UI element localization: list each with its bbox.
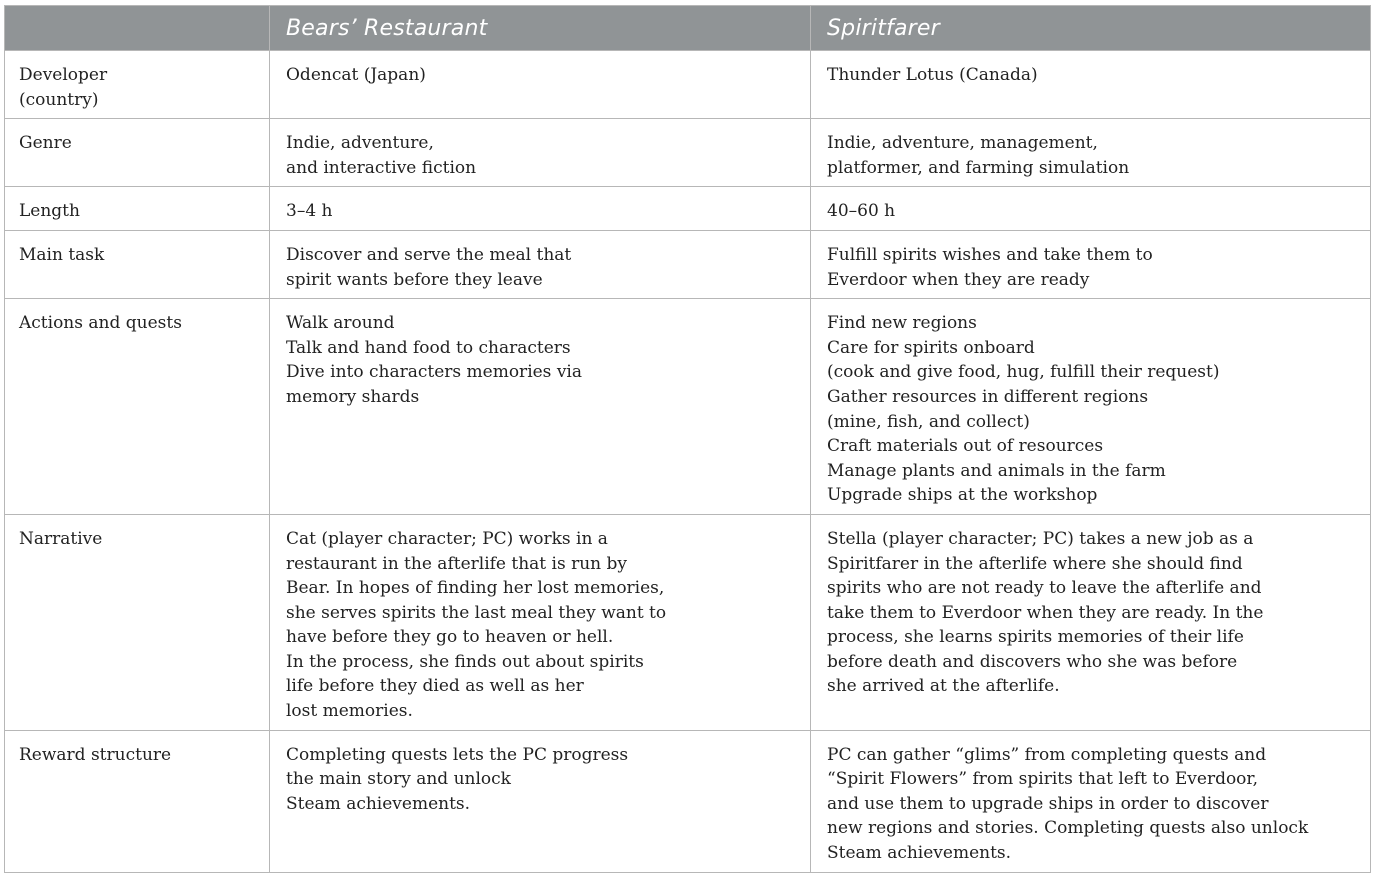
cell-text-line: PC can gather “glims” from completing quests and: [827, 744, 1267, 765]
bears-restaurant-cell: [270, 230, 811, 298]
cell-text-line: Manage plants and animals in the farm: [827, 460, 1166, 481]
cell-text-line: (country): [19, 89, 99, 110]
bears-restaurant-cell: [270, 514, 811, 730]
cell-text-line: Steam achievements.: [827, 843, 1012, 864]
bears-restaurant-cell: [270, 51, 811, 119]
table-body: [5, 51, 1371, 873]
row-label-cell: [5, 299, 270, 515]
cell-text-line: Indie, adventure,: [286, 133, 434, 154]
row-label-cell: [5, 119, 270, 187]
table-row: [5, 119, 1371, 187]
spiritfarer-cell: [811, 119, 1371, 187]
table-row: [5, 51, 1371, 119]
cell-text-line: Indie, adventure, management,: [827, 133, 1098, 154]
spiritfarer-cell: [811, 230, 1371, 298]
cell-text-line: Narrative: [19, 528, 103, 549]
row-label-cell: [5, 187, 270, 231]
cell-text-line: memory shards: [286, 386, 420, 407]
cell-text-line: Talk and hand food to characters: [286, 337, 571, 358]
cell-text-line: Thunder Lotus (Canada): [827, 65, 1038, 85]
cell-text-line: restaurant in the afterlife that is run by: [286, 553, 628, 574]
row-label-cell: [5, 230, 270, 298]
table-row: [5, 187, 1371, 231]
spiritfarer-cell: [811, 514, 1371, 730]
cell-text-line: process, she learns spirits memories of their life: [827, 627, 1244, 648]
cell-text-line: “Spirit Flowers” from spirits that left to Everdoor,: [827, 769, 1259, 790]
cell-text-line: Bear. In hopes of finding her lost memories,: [286, 578, 665, 599]
cell-text-line: Completing quests lets the PC progress: [286, 744, 629, 765]
cell-text-line: Steam achievements.: [286, 793, 471, 814]
cell-text-line: 3–4 h: [286, 201, 333, 222]
bears-restaurant-cell: [270, 187, 811, 231]
cell-text-line: she serves spirits the last meal they want to: [286, 602, 667, 623]
cell-text-line: Find new regions: [827, 313, 977, 334]
cell-text-line: spirits who are not ready to leave the afterlife and: [827, 578, 1262, 599]
comparison-table: [4, 5, 1371, 873]
bears-restaurant-cell: [270, 730, 811, 872]
table-header: [5, 6, 1371, 51]
cell-text-line: Main task: [19, 244, 105, 265]
cell-text-line: In the process, she finds out about spirits: [286, 651, 644, 672]
cell-text-line: Upgrade ships at the workshop: [827, 485, 1098, 506]
cell-text-line: and use them to upgrade ships in order to discover: [827, 793, 1269, 814]
row-label-cell: [5, 730, 270, 872]
cell-text-line: Walk around: [286, 313, 395, 334]
table-row: [5, 730, 1371, 872]
spiritfarer-cell: [811, 187, 1371, 231]
cell-text-line: Developer: [19, 65, 108, 85]
cell-text-line: Genre: [19, 133, 72, 154]
header-bears-restaurant: Bears’ Restaurant: [270, 6, 811, 51]
cell-text-line: Fulfill spirits wishes and take them to: [827, 244, 1153, 265]
bears-restaurant-cell: [270, 299, 811, 515]
cell-text-line: she arrived at the afterlife.: [827, 676, 1060, 697]
cell-text-line: and interactive fiction: [286, 157, 477, 178]
row-label-cell: [5, 51, 270, 119]
spiritfarer-cell: [811, 730, 1371, 872]
cell-text-line: (mine, fish, and collect): [827, 411, 1030, 432]
cell-text-line: Spiritfarer in the afterlife where she should find: [827, 553, 1243, 574]
cell-text-line: Reward structure: [19, 744, 172, 765]
cell-text-line: take them to Everdoor when they are ready. In the: [827, 602, 1264, 623]
table-row: [5, 514, 1371, 730]
cell-text-line: Stella (player character; PC) takes a new job as a: [827, 528, 1254, 549]
spiritfarer-cell: [811, 299, 1371, 515]
cell-text-line: lost memories.: [286, 701, 413, 722]
table-row: [5, 299, 1371, 515]
header-spiritfarer: Spiritfarer: [811, 6, 1371, 51]
cell-text-line: Actions and quests: [19, 313, 182, 334]
cell-text-line: Discover and serve the meal that: [286, 244, 572, 265]
cell-text-line: before death and discovers who she was before: [827, 651, 1238, 672]
cell-text-line: Everdoor when they are ready: [827, 269, 1090, 290]
cell-text-line: platformer, and farming simulation: [827, 157, 1130, 178]
cell-text-line: Care for spirits onboard: [827, 337, 1035, 358]
cell-text-line: spirit wants before they leave: [286, 269, 543, 290]
cell-text-line: 40–60 h: [827, 201, 896, 222]
cell-text-line: Gather resources in different regions: [827, 386, 1149, 407]
cell-text-line: Craft materials out of resources: [827, 436, 1104, 457]
cell-text-line: life before they died as well as her: [286, 676, 584, 697]
cell-text-line: Cat (player character; PC) works in a: [286, 528, 608, 549]
cell-text-line: Odencat (Japan): [286, 65, 426, 85]
cell-text-line: the main story and unlock: [286, 769, 511, 790]
cell-text-line: Length: [19, 201, 80, 222]
table-row: [5, 230, 1371, 298]
cell-text-line: (cook and give food, hug, fulfill their request): [827, 362, 1220, 383]
row-label-cell: [5, 514, 270, 730]
cell-text-line: Dive into characters memories via: [286, 362, 582, 383]
cell-text-line: new regions and stories. Completing quests also unlock: [827, 818, 1309, 839]
cell-text-line: have before they go to heaven or hell.: [286, 627, 614, 648]
header-row: [5, 6, 1371, 51]
header-corner-cell: [5, 6, 270, 51]
bears-restaurant-cell: [270, 119, 811, 187]
spiritfarer-cell: [811, 51, 1371, 119]
